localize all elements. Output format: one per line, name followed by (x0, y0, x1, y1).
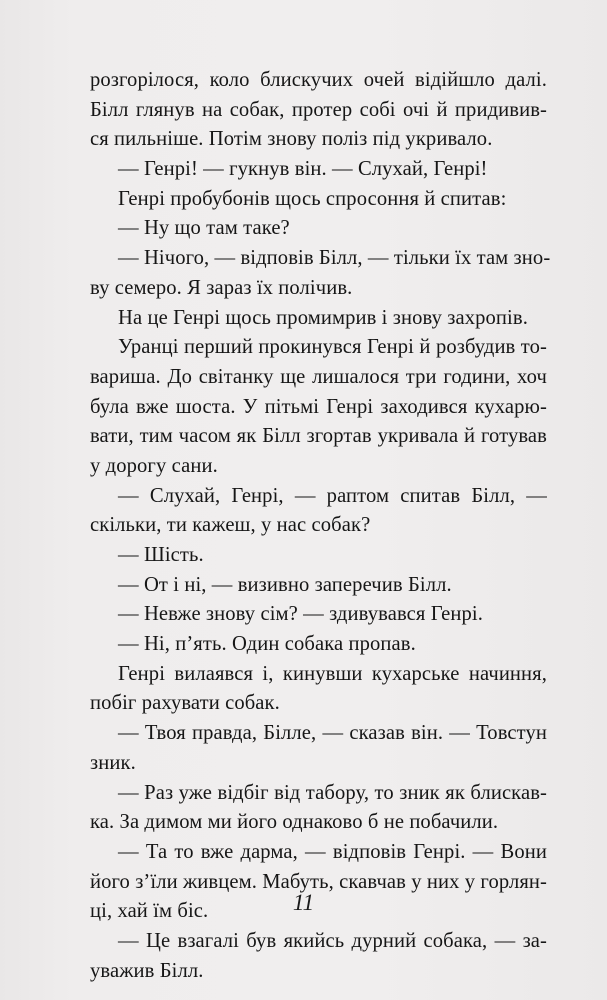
text-line: — Невже знову сім? — здивувався Генрі. (118, 603, 483, 626)
text-line: скільки, ти кажеш, у нас собак? (90, 514, 371, 537)
text-line: побіг рахувати собак. (90, 692, 280, 715)
text-line: Білл глянув на собак, протер собі очі й придивив- (90, 98, 547, 121)
text-line: — Ну що там таке? (118, 217, 290, 240)
text-line: вати, тим часом як Білл згортав укривала й готував (90, 425, 547, 448)
text-line: Генрі пробубонів щось спросоння й спитав: (118, 187, 507, 210)
text-line: — Слухай, Генрі, — раптом спитав Білл, — (118, 484, 547, 507)
text-line: — Це взагалі був якийсь дурний собака, — за- (118, 929, 547, 952)
text-line: Уранці перший прокинувся Генрі й розбудив то- (118, 336, 547, 359)
text-line: ся пильніше. Потім знову поліз під укривало. (90, 128, 493, 151)
body-text (90, 66, 551, 986)
text-line: вариша. До світанку ще лишалося три години, хоч (90, 365, 547, 388)
page-number: 11 (292, 890, 315, 915)
text-line: зник. (90, 751, 136, 774)
text-line: ву семеро. Я зараз їх полічив. (90, 276, 353, 299)
text-line: була вже шоста. У пітьмі Генрі заходився кухарю- (90, 395, 547, 418)
text-line: ка. За димом ми його однаково б не побачили. (90, 811, 499, 834)
text-line: ці, хай їм біс. (90, 900, 209, 923)
text-line: — Та то вже дарма, — відповів Генрі. — Вони (118, 840, 547, 863)
text-line: — Твоя правда, Білле, — сказав він. — Товстун (118, 722, 547, 745)
text-line: Генрі вилаявся і, кинувши кухарське начиння, (118, 662, 547, 685)
text-line: — Нічого, — відповів Білл, — тільки їх там зно- (118, 247, 551, 270)
text-line: уважив Білл. (90, 959, 204, 982)
text-line: — Генрі! — гукнув він. — Слухай, Генрі! (118, 158, 488, 181)
text-line: — Раз уже відбіг від табору, то зник як блискав- (118, 781, 547, 804)
text-line: — Ні, п’ять. Один собака пропав. (118, 633, 416, 656)
text-line: — От і ні, — визивно заперечив Білл. (118, 573, 452, 596)
text-line: у дорогу сани. (90, 454, 218, 477)
text-line: — Шість. (118, 544, 204, 566)
text-line: розгорілося, коло блискучих очей відійшло далі. (90, 69, 547, 91)
text-line: його з’їли живцем. Мабуть, скавчав у них у горлян- (90, 870, 547, 893)
text-line: На це Генрі щось промимрив і знову захропів. (118, 306, 528, 329)
